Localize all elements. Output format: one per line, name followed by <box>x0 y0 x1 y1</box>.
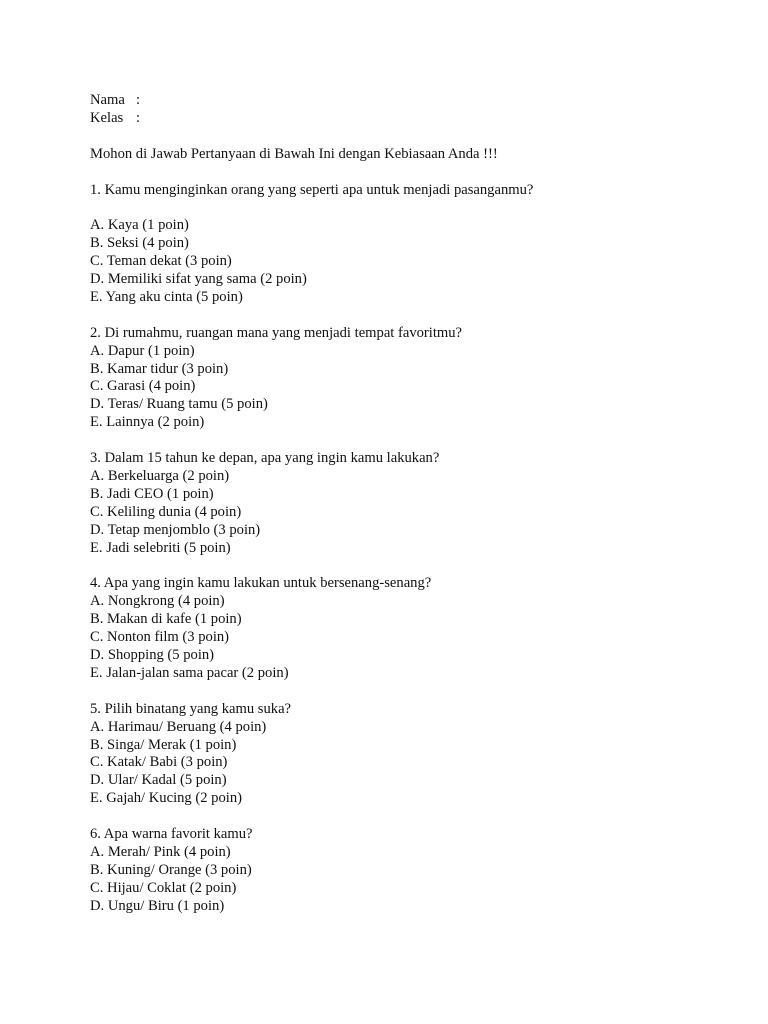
instruction-text: Mohon di Jawab Pertanyaan di Bawah Ini dengan Kebiasaan Anda !!! <box>90 145 498 162</box>
answer-option: B. Kuning/ Orange (3 poin) <box>90 861 252 878</box>
answer-option: A. Berkeluarga (2 poin) <box>90 467 230 484</box>
name-label: Nama <box>90 92 125 108</box>
answer-option: C. Hijau/ Coklat (2 poin) <box>90 879 237 896</box>
answer-option: E. Gajah/ Kucing (2 poin) <box>90 790 242 807</box>
answer-option: C. Garasi (4 poin) <box>90 378 196 395</box>
question-4 <box>90 575 730 682</box>
answer-option: D. Shopping (5 poin) <box>90 647 215 663</box>
spacer <box>90 307 730 325</box>
question-text: 1. Kamu menginginkan orang yang seperti apa untuk menjadi pasanganmu? <box>90 181 534 198</box>
question-3 <box>90 450 730 557</box>
question-text: 3. Dalam 15 tahun ke depan, apa yang ingin kamu lakukan? <box>90 450 440 467</box>
answer-option: A. Harimau/ Beruang (4 poin) <box>90 718 267 735</box>
answer-option: E. Jadi selebriti (5 poin) <box>90 539 231 556</box>
answer-option: B. Jadi CEO (1 poin) <box>90 485 214 502</box>
question-text: 4. Apa yang ingin kamu lakukan untuk bersenang-senang? <box>90 575 432 592</box>
document-page <box>90 92 730 916</box>
spacer <box>90 683 730 701</box>
answer-option: B. Kamar tidur (3 poin) <box>90 360 229 377</box>
spacer <box>90 557 730 575</box>
question-text: 2. Di rumahmu, ruangan mana yang menjadi tempat favoritmu? <box>90 324 463 341</box>
question-text: 5. Pilih binatang yang kamu suka? <box>90 700 292 717</box>
question-5 <box>90 701 730 808</box>
answer-option: C. Teman dekat (3 poin) <box>90 253 232 270</box>
class-field <box>90 110 730 128</box>
spacer <box>90 808 730 826</box>
spacer <box>90 199 730 217</box>
class-colon: : <box>136 109 141 126</box>
answer-option: E. Jalan-jalan sama pacar (2 poin) <box>90 664 289 681</box>
answer-option: C. Katak/ Babi (3 poin) <box>90 754 228 771</box>
question-6 <box>90 826 730 916</box>
question-text: 6. Apa warna favorit kamu? <box>90 826 253 843</box>
answer-option: E. Lainnya (2 poin) <box>90 414 205 431</box>
name-field <box>90 92 730 110</box>
class-label: Kelas <box>90 109 124 126</box>
answer-option: D. Teras/ Ruang tamu (5 poin) <box>90 396 268 413</box>
answer-option: D. Tetap menjomblo (3 poin) <box>90 521 261 538</box>
answer-option: D. Ungu/ Biru (1 poin) <box>90 897 225 914</box>
answer-option: C. Nonton film (3 poin) <box>90 629 230 646</box>
answer-option: A. Kaya (1 poin) <box>90 217 189 234</box>
answer-option: B. Seksi (4 poin) <box>90 235 189 252</box>
name-colon: : <box>136 92 141 108</box>
answer-option: E. Yang aku cinta (5 poin) <box>90 288 243 305</box>
answer-option: B. Singa/ Merak (1 poin) <box>90 736 237 753</box>
spacer <box>90 432 730 450</box>
answer-option: D. Memiliki sifat yang sama (2 poin) <box>90 271 307 288</box>
answer-option: D. Ular/ Kadal (5 poin) <box>90 772 227 789</box>
answer-option: C. Keliling dunia (4 poin) <box>90 503 242 520</box>
answer-option: B. Makan di kafe (1 poin) <box>90 611 242 628</box>
answer-option: A. Dapur (1 poin) <box>90 342 195 359</box>
question-1 <box>90 182 730 307</box>
answer-option: A. Nongkrong (4 poin) <box>90 593 225 610</box>
spacer <box>90 164 730 182</box>
question-2 <box>90 325 730 432</box>
spacer <box>90 128 730 146</box>
answer-option: A. Merah/ Pink (4 poin) <box>90 843 231 860</box>
